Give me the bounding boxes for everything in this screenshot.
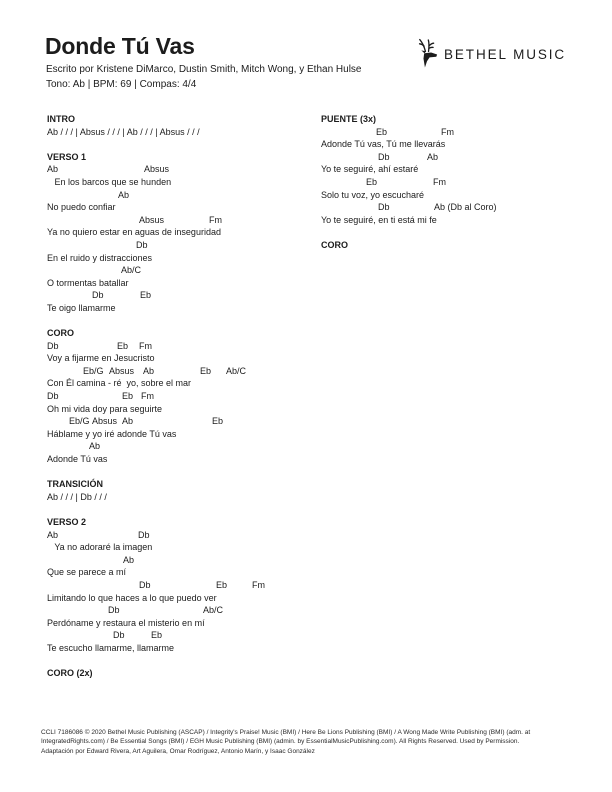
chord-line (47, 440, 327, 453)
key-bpm-meter: Tono: Ab | BPM: 69 | Compas: 4/4 (46, 79, 197, 90)
copyright-line: IntegratedRights.com) / Be Essential Songs (BMI) / EGH Music Publishing (BMI) (admin. by EssentialMusicPublishing.com). All Rights Reserved. Used by Permission. (41, 738, 520, 746)
stag-icon (414, 38, 440, 69)
chord-symbol: Ab (47, 529, 59, 540)
chord-symbol: Ab (47, 164, 59, 175)
chord-line (47, 189, 327, 202)
lyric-line: Yo te seguiré, ahí estaré (321, 164, 419, 175)
lyric-line: Perdóname y restaura el misterio en mí (47, 617, 205, 628)
chord-symbol: Eb (216, 579, 228, 590)
section-heading: CORO (2x) (47, 668, 93, 679)
chord-line (47, 365, 327, 378)
chord-line (47, 554, 327, 567)
chord-symbol: Ab/C (121, 265, 142, 276)
lyric-line: Adonde Tú vas (47, 454, 108, 465)
chord-symbol: Fm (141, 391, 154, 402)
chord-symbol: Db (47, 340, 59, 351)
chord-symbol: Db (378, 151, 390, 162)
chord-symbol: Ab (123, 554, 135, 565)
section-heading: VERSO 2 (47, 517, 87, 527)
chord-symbol: Ab (427, 151, 439, 162)
chord-symbol: Eb (140, 290, 152, 301)
chord-symbol: Fm (139, 340, 152, 351)
chord-line (47, 579, 327, 592)
chord-line (47, 390, 327, 403)
chord-line (321, 201, 601, 214)
chord-symbol: Absus (109, 365, 135, 376)
section-heading: INTRO (47, 114, 75, 124)
chart-column-left (47, 113, 327, 692)
song-section (47, 151, 327, 315)
chord-symbol: Fm (209, 214, 222, 225)
chord-symbol: Ab/C (203, 605, 224, 616)
song-section (47, 327, 327, 466)
chord-symbol: Absus (139, 214, 165, 225)
song-section (47, 667, 327, 680)
chord-symbol: Ab (89, 441, 101, 452)
song-section (47, 478, 327, 503)
song-section (47, 516, 327, 655)
chord-symbol: Db (47, 391, 59, 402)
song-section (321, 239, 601, 252)
chord-line (321, 126, 601, 139)
chord-line (321, 151, 601, 164)
chord-symbol: Ab (Db al Coro) (434, 202, 497, 213)
lyric-line: Te oigo llamarme (47, 302, 116, 313)
chord-line (47, 264, 327, 277)
lyric-line: Voy a fijarme en Jesucristo (47, 353, 155, 364)
lyric-line: Adonde Tú vas, Tú me llevarás (321, 139, 446, 150)
chord-line (47, 214, 327, 227)
chord-symbol: Fm (441, 126, 454, 137)
lyric-line: Solo tu voz, yo escucharé (321, 189, 425, 200)
chord-symbol: Eb (151, 630, 163, 641)
song-section (47, 113, 327, 138)
chord-symbol: Absus (92, 416, 118, 427)
progression-line: Ab / / / | Absus / / / | Ab / / / | Absus / / / (47, 126, 200, 137)
lyric-line: Oh mi vida doy para seguirte (47, 403, 163, 414)
chord-line (47, 529, 327, 542)
lyric-line: En el ruido y distracciones (47, 252, 153, 263)
chord-symbol: Fm (252, 579, 265, 590)
bethel-music-logo (414, 38, 566, 69)
chord-line (321, 176, 601, 189)
lyric-line: Ya no adoraré la imagen (47, 542, 153, 553)
chord-symbol: Absus (144, 164, 170, 175)
chord-symbol: Db (136, 239, 148, 250)
chord-symbol: Ab (122, 416, 134, 427)
lyric-line: Te escucho llamarme, llamarme (47, 642, 175, 653)
lyric-line: Ya no quiero estar en aguas de inseguridad (47, 227, 221, 238)
section-heading: CORO (47, 328, 74, 339)
song-title: Donde Tú Vas (45, 33, 195, 59)
section-heading: CORO (321, 239, 348, 250)
chord-symbol: Eb (122, 391, 134, 402)
lyric-line: Con Él camina - ré yo, sobre el mar (47, 378, 192, 389)
chord-line (47, 289, 327, 302)
copyright-line: CCLI 7186086 © 2020 Bethel Music Publishing (ASCAP) / Integrity's Praise! Music (BMI) / Here Be Lions Publishing (BMI) / A Wong Made Write Publishing (BMI) (adm. at (41, 729, 531, 736)
chord-symbol: Eb (366, 176, 378, 187)
chord-line (47, 604, 327, 617)
copyright-footer (41, 728, 581, 756)
chord-symbol: Db (378, 202, 390, 213)
chart-column-right (321, 113, 601, 264)
chord-line (47, 629, 327, 642)
lyric-line: Háblame y yo iré adonde Tú vas (47, 428, 177, 439)
chord-symbol: Ab/C (226, 365, 247, 376)
section-heading: PUENTE (3x) (321, 114, 377, 124)
chord-symbol: Eb (117, 340, 129, 351)
progression-line: Ab / / / | Db / / / (47, 491, 107, 502)
chord-symbol: Ab (118, 189, 130, 200)
chord-symbol: Eb/G (69, 416, 90, 427)
chord-symbol: Db (113, 630, 125, 641)
chord-symbol: Ab (143, 365, 155, 376)
lyric-line: Yo te seguiré, en ti está mi fe (321, 214, 437, 225)
chord-line (47, 340, 327, 353)
lyric-line: Limitando lo que haces a lo que puedo ver (47, 592, 217, 603)
section-heading: TRANSICIÓN (47, 479, 103, 490)
chord-symbol: Eb (212, 416, 224, 427)
brand-wordmark: BETHEL MUSIC (444, 47, 567, 62)
chord-symbol: Eb/G (83, 365, 104, 376)
chord-symbol: Fm (433, 176, 446, 187)
chord-symbol: Db (92, 290, 104, 301)
song-section (321, 113, 601, 226)
section-heading: VERSO 1 (47, 151, 87, 162)
lyric-line: En los barcos que se hunden (47, 176, 172, 187)
lyric-line: Que se parece a mí (47, 567, 127, 578)
adaptation-credit-line: Adaptación por Edward Rivera, Art Aguilera, Omar Rodríguez, Antonio Marín, y Isaac González (41, 747, 315, 755)
lyric-line: O tormentas batallar (47, 277, 129, 288)
chord-symbol: Eb (376, 126, 388, 137)
chord-symbol: Db (138, 529, 150, 540)
chord-line (47, 163, 327, 176)
chord-symbol: Db (139, 579, 151, 590)
chord-symbol: Db (108, 605, 120, 616)
chord-symbol: Eb (200, 365, 212, 376)
writers-byline: Escrito por Kristene DiMarco, Dustin Smith, Mitch Wong, y Ethan Hulse (46, 64, 362, 75)
chord-line (47, 415, 327, 428)
lyric-line: No puedo confiar (47, 202, 116, 213)
chord-line (47, 239, 327, 252)
